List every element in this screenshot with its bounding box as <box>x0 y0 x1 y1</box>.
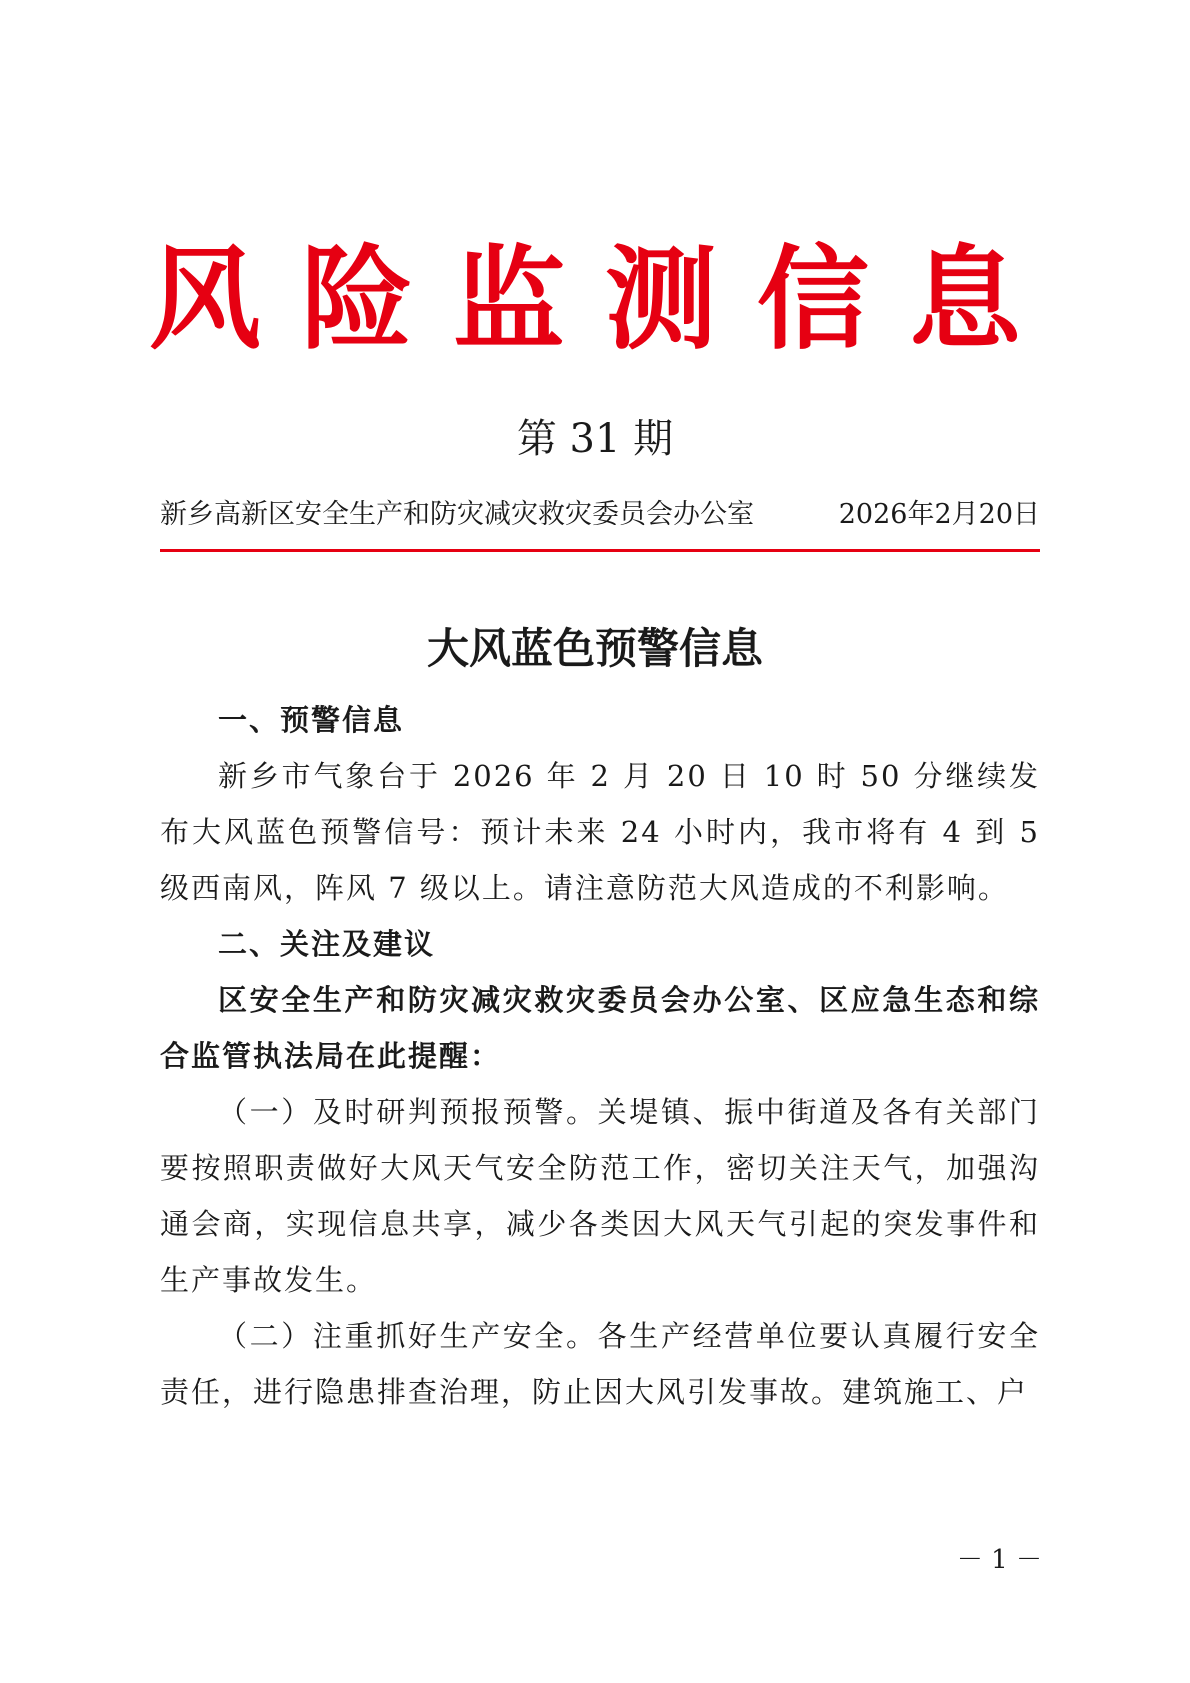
document-title: 大风蓝色预警信息 <box>426 624 763 673</box>
advice-item-2: （二）注重抓好生产安全。各生产经营单位要认真履行安全责任，进行隐患排查治理，防止因大风引发事故。建筑施工、户 <box>160 1319 1040 1409</box>
issue-number: 第 31 期 <box>516 416 674 462</box>
section-heading-advice: 二、关注及建议 <box>218 927 436 961</box>
red-divider <box>160 549 1040 552</box>
advice-item-1: （一）及时研判预报预警。关堤镇、振中街道及各有关部门要按照职责做好大风天气安全防范工作，密切关注天气，加强沟通会商，实现信息共享，减少各类因大风天气引起的突发事件和生产事故发生。 <box>160 1095 1040 1297</box>
issuer-org: 新乡高新区安全生产和防灾减灾救灾委员会办公室 <box>160 499 754 530</box>
issue-date: 2026年2月20日 <box>838 499 1040 530</box>
page-number: － 1 － <box>956 1545 1042 1575</box>
section-heading-warning: 一、预警信息 <box>218 703 405 737</box>
masthead-title: 风险监测信息 <box>149 235 1061 365</box>
warning-paragraph: 新乡市气象台于 2026 年 2 月 20 日 10 时 50 分继续发布大风蓝色预警信号：预计未来 24 小时内，我市将有 4 到 5 级西南风，阵风 7 级以上。请注意防范大风造成的不利影响。 <box>160 759 1040 905</box>
advice-intro: 区安全生产和防灾减灾救灾委员会办公室、区应急生态和综合监管执法局在此提醒： <box>160 983 1040 1073</box>
document-body <box>160 692 1040 1420</box>
